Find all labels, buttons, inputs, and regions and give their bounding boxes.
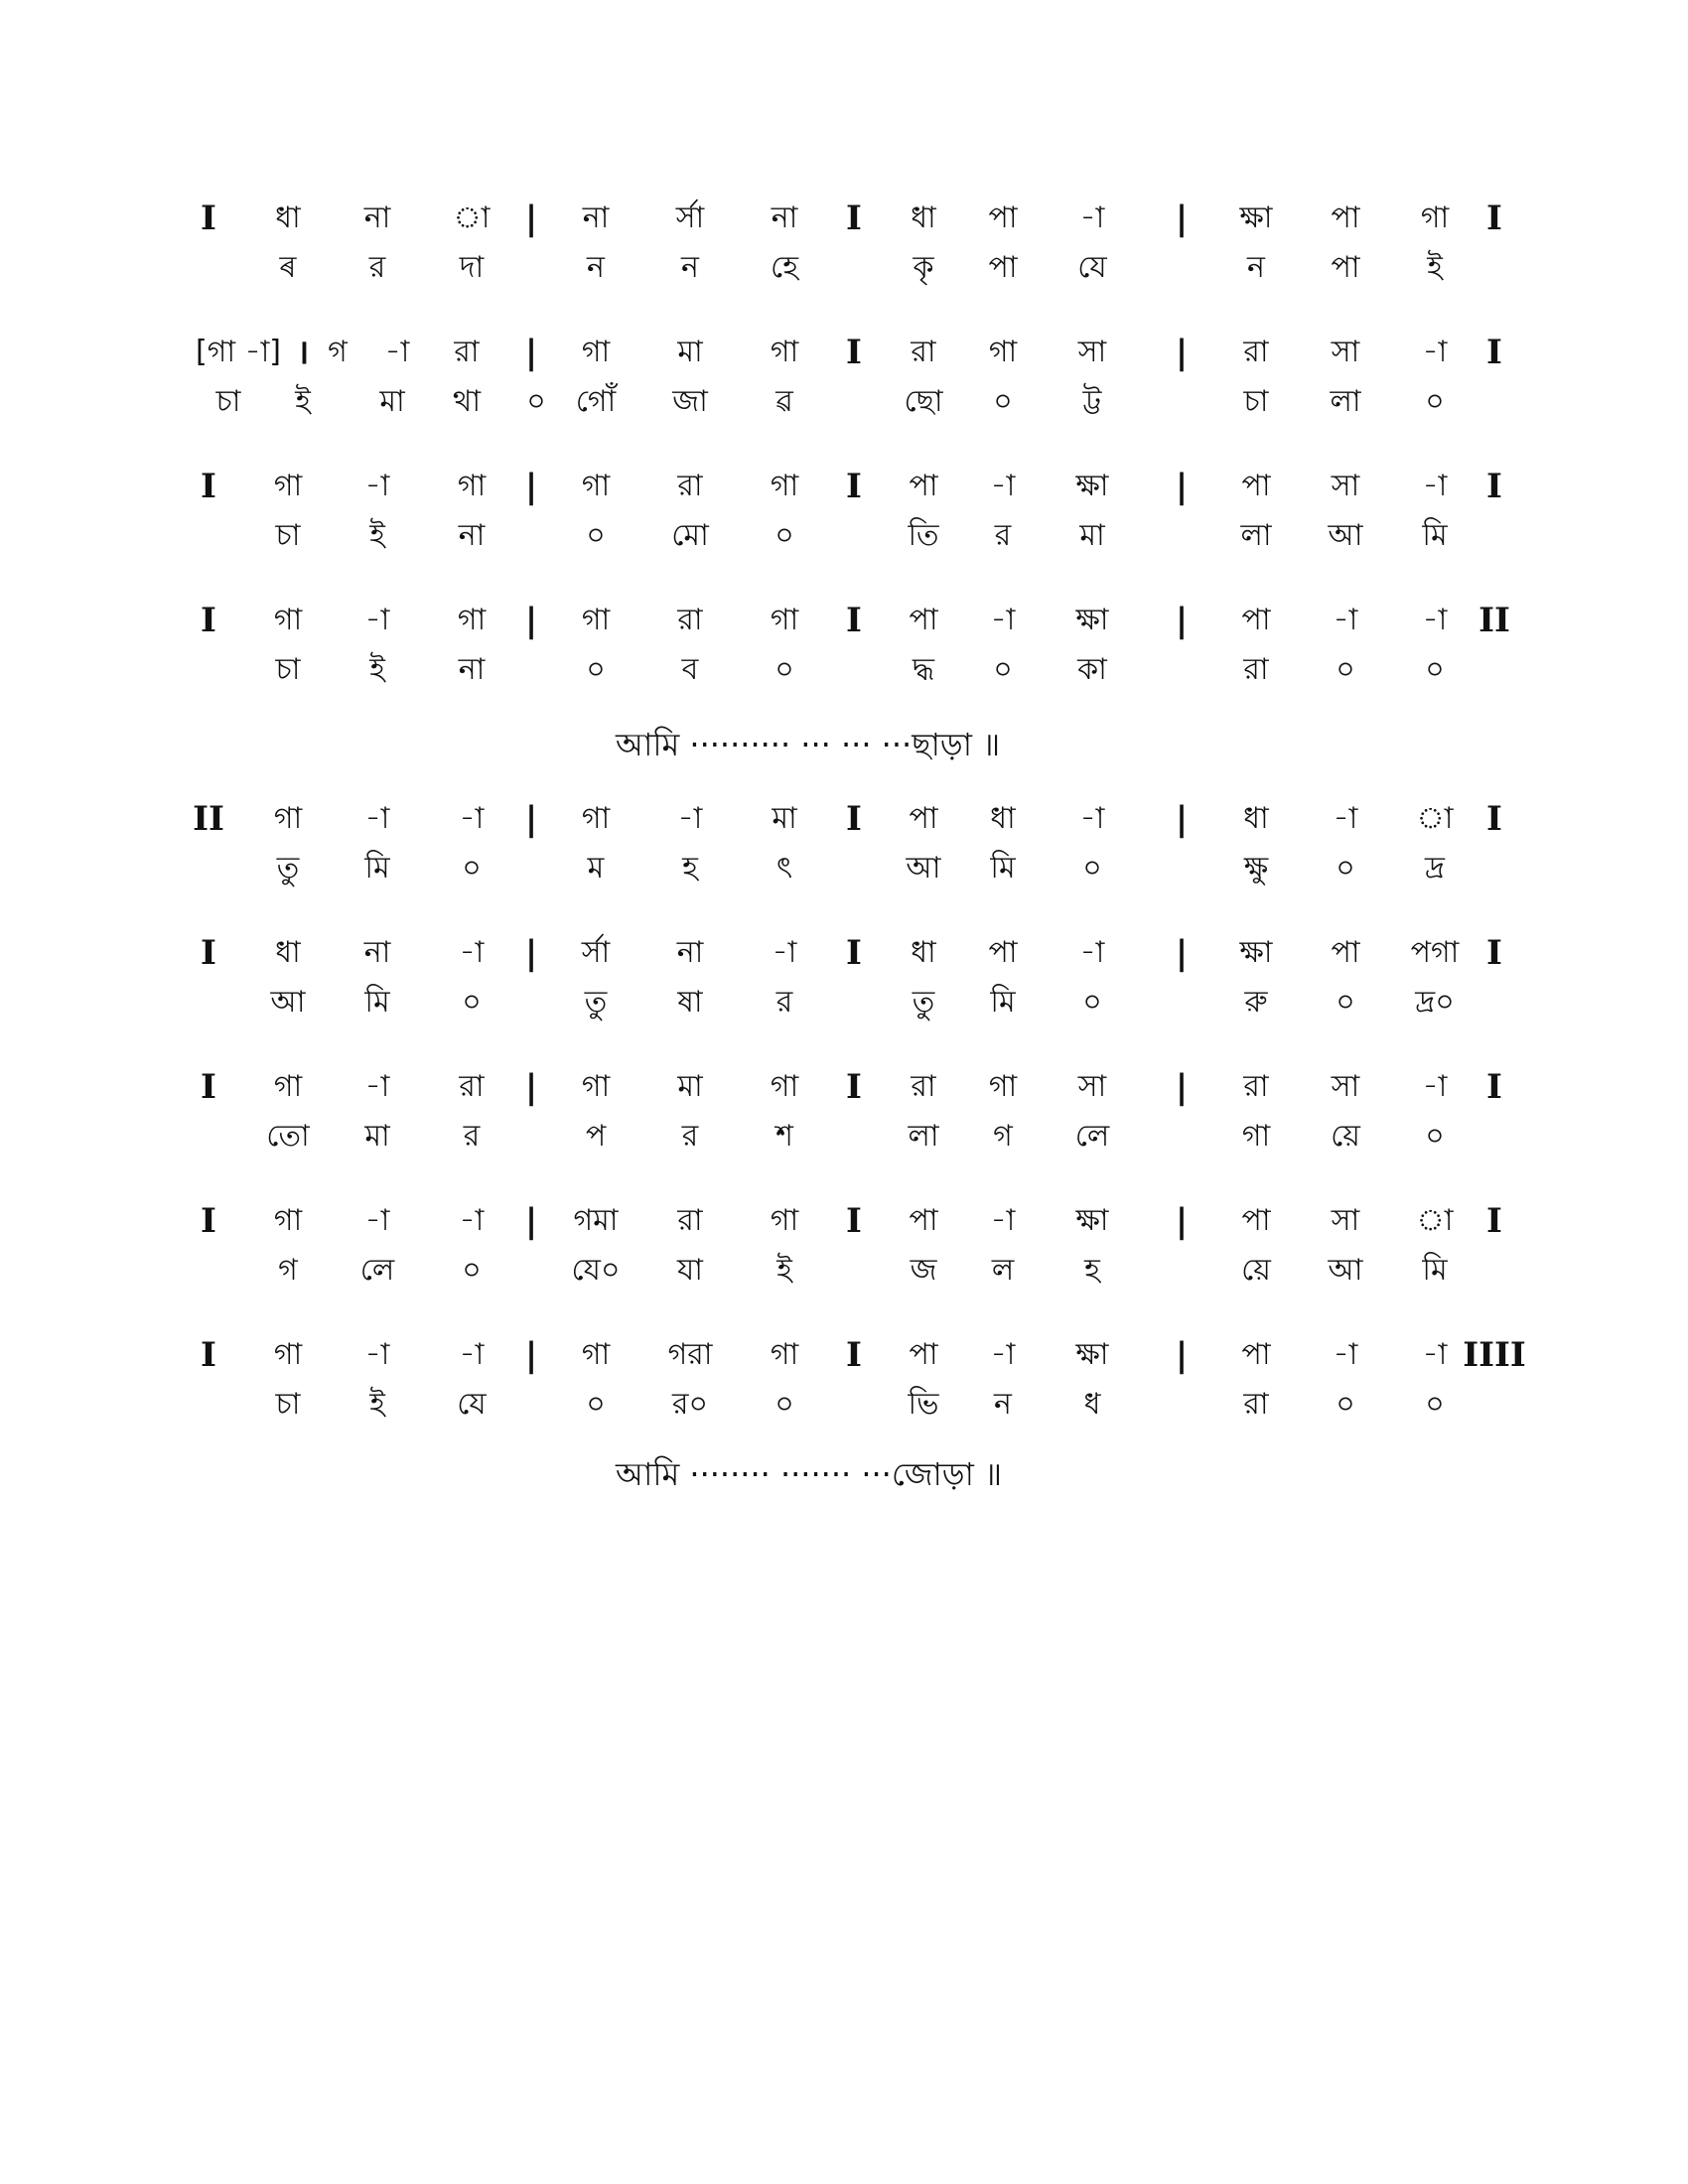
- lyrics-line: [199, 1112, 1509, 1161]
- lyric-syllable: শ: [775, 1119, 793, 1154]
- notation-syllable: গা: [770, 1069, 799, 1104]
- bar-line-symbol: I: [201, 199, 216, 238]
- notation-syllable: -া: [1333, 801, 1358, 836]
- notation-syllable: পা: [909, 1203, 938, 1238]
- notation-syllable: সা: [1077, 335, 1107, 369]
- lyric-syllable: গোঁ: [575, 384, 617, 419]
- lyric-syllable: ০: [774, 652, 794, 687]
- notation-syllable: পা: [1241, 469, 1271, 503]
- lyrics-line: [199, 645, 1509, 695]
- notation-syllable: গা: [988, 1069, 1018, 1104]
- lyric-syllable: মা: [1079, 518, 1105, 553]
- bar-line-symbol: |: [524, 199, 538, 238]
- lyric-syllable: র: [463, 1119, 481, 1154]
- notation-syllable: পা: [909, 603, 938, 637]
- bar-line-symbol: I: [846, 1335, 862, 1375]
- notation-syllable: -া: [459, 935, 485, 970]
- bar-line-symbol: ।: [296, 333, 310, 372]
- notation-syllable: না: [582, 201, 610, 235]
- bar-line-symbol: I: [1486, 933, 1502, 973]
- lyric-syllable: ০: [462, 851, 482, 886]
- lyric-syllable: প: [585, 1119, 607, 1154]
- lyric-syllable: দ্র: [1425, 851, 1445, 886]
- lyric-syllable: ০: [1425, 1119, 1445, 1154]
- lyric-syllable: ল: [991, 1253, 1015, 1288]
- notation-syllable: না: [363, 935, 391, 970]
- notation-syllable: -া: [1333, 603, 1358, 637]
- notation-syllable: গা: [581, 1337, 611, 1372]
- lyric-syllable: লা: [908, 1119, 939, 1154]
- lyric-syllable: ০: [1082, 985, 1102, 1020]
- bar-line-symbol: I: [846, 333, 862, 372]
- lyric-syllable: জ: [910, 1253, 937, 1288]
- lyric-syllable: ০: [1336, 652, 1355, 687]
- bar-line-symbol: |: [1175, 199, 1189, 238]
- notation-syllable: রা: [677, 603, 703, 637]
- lyric-syllable: না: [458, 652, 486, 687]
- lyrics-line: [199, 511, 1509, 561]
- refrain-line: আমি ········ ······· ···জোড়া ॥: [616, 1455, 1003, 1493]
- lyric-syllable: ভি: [908, 1387, 939, 1422]
- lyric-syllable: তু: [584, 985, 608, 1020]
- notation-syllable: গ: [328, 335, 348, 369]
- lyric-syllable: ট্ট: [1082, 384, 1102, 419]
- notation-syllable: গা: [273, 801, 303, 836]
- notation-syllable: া: [1416, 1203, 1454, 1238]
- notation-syllable: ক্ষা: [1075, 603, 1109, 637]
- notation-syllable: সা: [1331, 469, 1360, 503]
- lyric-syllable: মি: [364, 851, 390, 886]
- bar-line-symbol: IIII: [1463, 1335, 1526, 1375]
- notation-syllable: -া: [1422, 603, 1448, 637]
- lyric-syllable: হ: [682, 851, 698, 886]
- lyrics-line: [199, 978, 1509, 1027]
- notation-syllable: -া: [990, 469, 1016, 503]
- notation-syllable: পা: [1331, 201, 1360, 235]
- notation-syllable: না: [363, 201, 391, 235]
- notation-line: [199, 194, 1509, 243]
- bar-line-symbol: I: [846, 799, 862, 839]
- lyric-syllable: ই: [369, 1387, 385, 1422]
- lyric-syllable: দ্ধ: [912, 652, 935, 687]
- notation-syllable: গরা: [667, 1337, 713, 1372]
- lyric-syllable: র০: [671, 1387, 709, 1422]
- bar-line-symbol: |: [1175, 333, 1189, 372]
- notation-syllable: সা: [1077, 1069, 1107, 1104]
- bar-line-symbol: |: [524, 467, 538, 506]
- lyric-syllable: তু: [912, 985, 935, 1020]
- notation-syllable: ধা: [275, 935, 301, 970]
- stanza-5: [193, 794, 1509, 893]
- notation-line: [195, 328, 1509, 377]
- lyrics-line: [199, 377, 1509, 427]
- lyric-syllable: ন: [587, 250, 605, 285]
- bar-line-symbol: I: [201, 601, 216, 640]
- lyric-syllable: ০: [1082, 851, 1102, 886]
- lyric-syllable: যা: [677, 1253, 703, 1288]
- lyric-syllable: মি: [364, 985, 390, 1020]
- lyric-syllable: গ: [278, 1253, 298, 1288]
- stanza-2: [195, 328, 1509, 427]
- notation-syllable: গা: [770, 335, 799, 369]
- lyric-syllable: মো: [671, 518, 709, 553]
- notation-syllable: পা: [1331, 935, 1360, 970]
- bar-line-symbol: |: [524, 1201, 538, 1241]
- lyric-syllable: গা: [1241, 1119, 1271, 1154]
- notation-line: [199, 1196, 1509, 1246]
- bar-line-symbol: I: [201, 1067, 216, 1107]
- notation-syllable: গা: [273, 469, 303, 503]
- lyrics-line: [199, 1246, 1509, 1296]
- bar-line-symbol: |: [1175, 1335, 1189, 1375]
- lyric-syllable: ০: [1425, 1387, 1445, 1422]
- lyric-syllable: রা: [1243, 1387, 1269, 1422]
- notation-syllable: -া: [990, 1337, 1016, 1372]
- bar-line-symbol: I: [1486, 333, 1502, 372]
- bar-line-symbol: |: [1175, 933, 1189, 973]
- notation-syllable: গা: [770, 469, 799, 503]
- lyric-syllable: র: [994, 518, 1012, 553]
- notation-syllable: গা: [273, 1203, 303, 1238]
- bar-line-symbol: |: [524, 1335, 538, 1375]
- lyric-syllable: র: [775, 985, 793, 1020]
- notation-syllable: -া: [364, 801, 390, 836]
- lyric-syllable: ক্ষু: [1243, 851, 1269, 886]
- bar-line-symbol: |: [1175, 1201, 1189, 1241]
- notation-line: [193, 794, 1509, 844]
- notation-syllable: ক্ষা: [1075, 1337, 1109, 1372]
- notation-syllable: পা: [1241, 1203, 1271, 1238]
- lyric-syllable: চা: [215, 384, 241, 419]
- notation-syllable: রা: [677, 469, 703, 503]
- notation-syllable: ধা: [275, 201, 301, 235]
- bar-line-symbol: I: [1486, 799, 1502, 839]
- notation-syllable: [গা -া]: [195, 335, 282, 369]
- notation-syllable: গমা: [573, 1203, 619, 1238]
- bar-line-symbol: II: [1478, 601, 1510, 640]
- notation-syllable: -া: [364, 603, 390, 637]
- bar-line-symbol: I: [846, 601, 862, 640]
- notation-syllable: গা: [770, 1337, 799, 1372]
- lyric-syllable: ষা: [677, 985, 703, 1020]
- bar-line-symbol: I: [1486, 1067, 1502, 1107]
- notation-syllable: ধা: [990, 801, 1016, 836]
- lyric-syllable: ০: [1336, 985, 1355, 1020]
- notation-syllable: পগা: [1410, 935, 1460, 970]
- notation-syllable: া: [1416, 801, 1454, 836]
- lyric-syllable: রা: [1243, 652, 1269, 687]
- notation-syllable: মা: [677, 335, 703, 369]
- lyric-syllable: গ: [993, 1119, 1013, 1154]
- lyric-syllable: হে: [771, 250, 798, 285]
- lyric-syllable: চা: [275, 652, 301, 687]
- lyric-syllable: পা: [988, 250, 1018, 285]
- lyric-syllable: ই: [369, 652, 385, 687]
- notation-syllable: -া: [459, 1203, 485, 1238]
- notation-syllable: -া: [459, 801, 485, 836]
- bar-line-symbol: I: [846, 1067, 862, 1107]
- notation-syllable: -া: [1422, 1069, 1448, 1104]
- lyric-syllable: লে: [1074, 1119, 1110, 1154]
- lyric-syllable: ০: [774, 1387, 794, 1422]
- notation-syllable: ধা: [911, 935, 936, 970]
- notation-syllable: রা: [454, 335, 480, 369]
- stanza-1: [199, 194, 1509, 293]
- notation-syllable: পা: [1241, 603, 1271, 637]
- notation-syllable: গা: [988, 335, 1018, 369]
- notation-syllable: -া: [364, 1069, 390, 1104]
- refrain-line: আমি ·········· ··· ··· ···ছাড়া ॥: [616, 726, 1001, 763]
- notation-syllable: সা: [1331, 1069, 1360, 1104]
- lyric-syllable: জা: [672, 384, 708, 419]
- stanza-3: [199, 462, 1509, 561]
- lyric-syllable: লা: [1330, 384, 1361, 419]
- notation-syllable: সা: [1331, 1203, 1360, 1238]
- bar-line-symbol: I: [846, 199, 862, 238]
- lyric-syllable: দ্র০: [1415, 985, 1455, 1020]
- lyric-syllable: লা: [1240, 518, 1272, 553]
- notation-syllable: ধা: [911, 201, 936, 235]
- lyric-syllable: ছো: [904, 384, 943, 419]
- lyric-syllable: ০: [462, 1253, 482, 1288]
- notation-syllable: গা: [770, 603, 799, 637]
- lyric-syllable: মি: [990, 851, 1016, 886]
- lyric-syllable: মা: [379, 384, 405, 419]
- lyric-syllable: মি: [1422, 1253, 1448, 1288]
- lyric-syllable: ০: [774, 518, 794, 553]
- lyric-syllable: চা: [1243, 384, 1269, 419]
- stanza-4: [199, 596, 1509, 695]
- lyric-syllable: ৎ: [775, 851, 793, 886]
- notation-syllable: -া: [772, 935, 797, 970]
- notation-syllable: গা: [273, 1069, 303, 1104]
- notation-syllable: ক্ষা: [1075, 1203, 1109, 1238]
- notation-syllable: মা: [677, 1069, 703, 1104]
- lyric-syllable: কা: [1077, 652, 1107, 687]
- bar-line-symbol: |: [524, 601, 538, 640]
- bar-line-symbol: I: [201, 933, 216, 973]
- lyric-syllable: তি: [908, 518, 939, 553]
- lyrics-line: [199, 844, 1509, 893]
- lyric-syllable: ন: [1247, 250, 1265, 285]
- bar-line-symbol: |: [524, 799, 538, 839]
- bar-line-symbol: I: [201, 1335, 216, 1375]
- lyric-syllable: লে: [359, 1253, 395, 1288]
- bar-line-symbol: I: [846, 933, 862, 973]
- lyric-syllable: ০: [993, 652, 1013, 687]
- notation-syllable: পা: [909, 801, 938, 836]
- lyric-syllable: ন: [994, 1387, 1012, 1422]
- notation-syllable: -া: [384, 335, 410, 369]
- lyric-syllable: দা: [459, 250, 485, 285]
- lyric-syllable: র: [681, 1119, 699, 1154]
- lyric-syllable: আ: [1328, 518, 1363, 553]
- notation-syllable: মা: [772, 801, 797, 836]
- bar-line-symbol: I: [201, 467, 216, 506]
- bar-line-symbol: I: [1486, 467, 1502, 506]
- lyric-syllable: হ: [1084, 1253, 1100, 1288]
- notation-line: [199, 596, 1509, 645]
- lyric-syllable: র: [368, 250, 386, 285]
- stanza-9: [199, 1330, 1526, 1430]
- lyric-syllable: ০: [586, 652, 606, 687]
- lyric-syllable: ০: [993, 384, 1013, 419]
- notation-syllable: পা: [988, 935, 1018, 970]
- lyric-syllable: ০: [462, 985, 482, 1020]
- notation-syllable: ক্ষা: [1239, 201, 1273, 235]
- notation-line: [199, 1062, 1509, 1112]
- stanza-8: [199, 1196, 1509, 1296]
- bar-line-symbol: I: [1486, 1201, 1502, 1241]
- notation-syllable: গা: [273, 1337, 303, 1372]
- lyric-syllable: মি: [990, 985, 1016, 1020]
- bar-line-symbol: |: [1175, 467, 1189, 506]
- notation-syllable: গা: [581, 335, 611, 369]
- notation-syllable: -া: [1422, 1337, 1448, 1372]
- notation-syllable: -া: [1079, 801, 1105, 836]
- notation-syllable: না: [771, 201, 798, 235]
- lyric-syllable: ধ: [1083, 1387, 1101, 1422]
- notation-syllable: গা: [1420, 201, 1450, 235]
- bar-line-symbol: |: [1175, 799, 1189, 839]
- notation-syllable: রা: [1243, 1069, 1269, 1104]
- lyric-syllable: ম: [587, 851, 605, 886]
- bar-line-symbol: I: [846, 467, 862, 506]
- notation-syllable: রা: [459, 1069, 485, 1104]
- notation-syllable: -া: [677, 801, 703, 836]
- lyric-syllable: ই: [295, 384, 311, 419]
- notation-syllable: রা: [911, 335, 936, 369]
- lyric-syllable: ০: [1425, 384, 1445, 419]
- notation-syllable: ধা: [1243, 801, 1269, 836]
- lyric-syllable: ই: [776, 1253, 792, 1288]
- bar-line-symbol: |: [524, 1067, 538, 1107]
- lyric-syllable: ৰ: [279, 250, 297, 285]
- lyric-syllable: পা: [1331, 250, 1360, 285]
- lyric-syllable: ব: [681, 652, 699, 687]
- lyric-syllable: তো: [266, 1119, 310, 1154]
- lyric-syllable: ০: [1336, 851, 1355, 886]
- lyric-syllable: যে: [457, 1387, 487, 1422]
- lyric-syllable: আ: [270, 985, 306, 1020]
- lyric-syllable: তু: [276, 851, 300, 886]
- notation-line: [199, 1330, 1526, 1380]
- bar-line-symbol: |: [1175, 601, 1189, 640]
- lyric-syllable: মি: [1422, 518, 1448, 553]
- lyric-syllable: ০: [586, 518, 606, 553]
- lyric-syllable: না: [458, 518, 486, 553]
- notation-syllable: ক্ষা: [1239, 935, 1273, 970]
- notation-line: [199, 928, 1509, 978]
- lyrics-line: [199, 1380, 1509, 1430]
- notation-syllable: রা: [677, 1203, 703, 1238]
- lyric-syllable: কৃ: [913, 250, 934, 285]
- lyric-syllable: য়ে: [1241, 1253, 1271, 1288]
- bar-line-symbol: |: [524, 933, 538, 973]
- lyric-syllable: মা: [364, 1119, 390, 1154]
- lyric-syllable: ন: [681, 250, 699, 285]
- bar-line-symbol: I: [201, 1201, 216, 1241]
- notation-syllable: গা: [457, 603, 487, 637]
- lyric-syllable: যে০: [571, 1253, 621, 1288]
- lyrics-line: [199, 243, 1509, 293]
- notation-syllable: পা: [909, 1337, 938, 1372]
- lyric-syllable: আ: [906, 851, 941, 886]
- notation-syllable: -া: [364, 1203, 390, 1238]
- lyric-syllable: ৱ: [775, 384, 793, 419]
- notation-syllable: গা: [581, 801, 611, 836]
- notation-syllable: -া: [1422, 335, 1448, 369]
- notation-syllable: না: [676, 935, 704, 970]
- notation-syllable: -া: [364, 1337, 390, 1372]
- notation-syllable: গা: [581, 603, 611, 637]
- notation-syllable: গা: [581, 469, 611, 503]
- notation-syllable: রা: [911, 1069, 936, 1104]
- lyric-syllable: থা: [452, 384, 482, 419]
- bar-line-symbol: I: [846, 1201, 862, 1241]
- bar-line-symbol: I: [1486, 199, 1502, 238]
- notation-syllable: -া: [364, 469, 390, 503]
- lyric-syllable: ই: [369, 518, 385, 553]
- lyric-syllable: ই: [1427, 250, 1443, 285]
- notation-syllable: পা: [1241, 1337, 1271, 1372]
- notation-syllable: -া: [1333, 1337, 1358, 1372]
- stanza-7: [199, 1062, 1509, 1161]
- notation-syllable: -া: [1079, 935, 1105, 970]
- lyric-syllable: আ: [1328, 1253, 1363, 1288]
- lyric-syllable: চা: [275, 518, 301, 553]
- notation-syllable: ক্ষা: [1075, 469, 1109, 503]
- lyric-syllable: ০: [1425, 652, 1445, 687]
- notation-syllable: -া: [1422, 469, 1448, 503]
- lyric-syllable: ০: [1336, 1387, 1355, 1422]
- notation-syllable: -া: [459, 1337, 485, 1372]
- lyric-syllable: চা: [275, 1387, 301, 1422]
- notation-syllable: া: [453, 201, 491, 235]
- notation-syllable: -া: [990, 603, 1016, 637]
- notation-syllable: -া: [990, 1203, 1016, 1238]
- bar-line-symbol: |: [1175, 1067, 1189, 1107]
- notation-syllable: পা: [988, 201, 1018, 235]
- notation-syllable: র্সা: [675, 201, 705, 235]
- notation-syllable: রা: [1243, 335, 1269, 369]
- notation-line: [199, 462, 1509, 511]
- bar-line-symbol: II: [193, 799, 224, 839]
- notation-syllable: সা: [1331, 335, 1360, 369]
- lyric-syllable: রু: [1244, 985, 1268, 1020]
- notation-syllable: গা: [457, 469, 487, 503]
- notation-syllable: গা: [581, 1069, 611, 1104]
- lyric-syllable: যে: [1077, 250, 1107, 285]
- notation-syllable: গা: [770, 1203, 799, 1238]
- notation-syllable: গা: [273, 603, 303, 637]
- lyric-syllable: য়ে: [1331, 1119, 1360, 1154]
- lyric-syllable: ০: [526, 384, 546, 419]
- stanza-6: [199, 928, 1509, 1027]
- notation-syllable: -া: [1079, 201, 1105, 235]
- notation-syllable: পা: [909, 469, 938, 503]
- lyric-syllable: ০: [586, 1387, 606, 1422]
- bar-line-symbol: |: [524, 333, 538, 372]
- notation-syllable: র্সা: [581, 935, 611, 970]
